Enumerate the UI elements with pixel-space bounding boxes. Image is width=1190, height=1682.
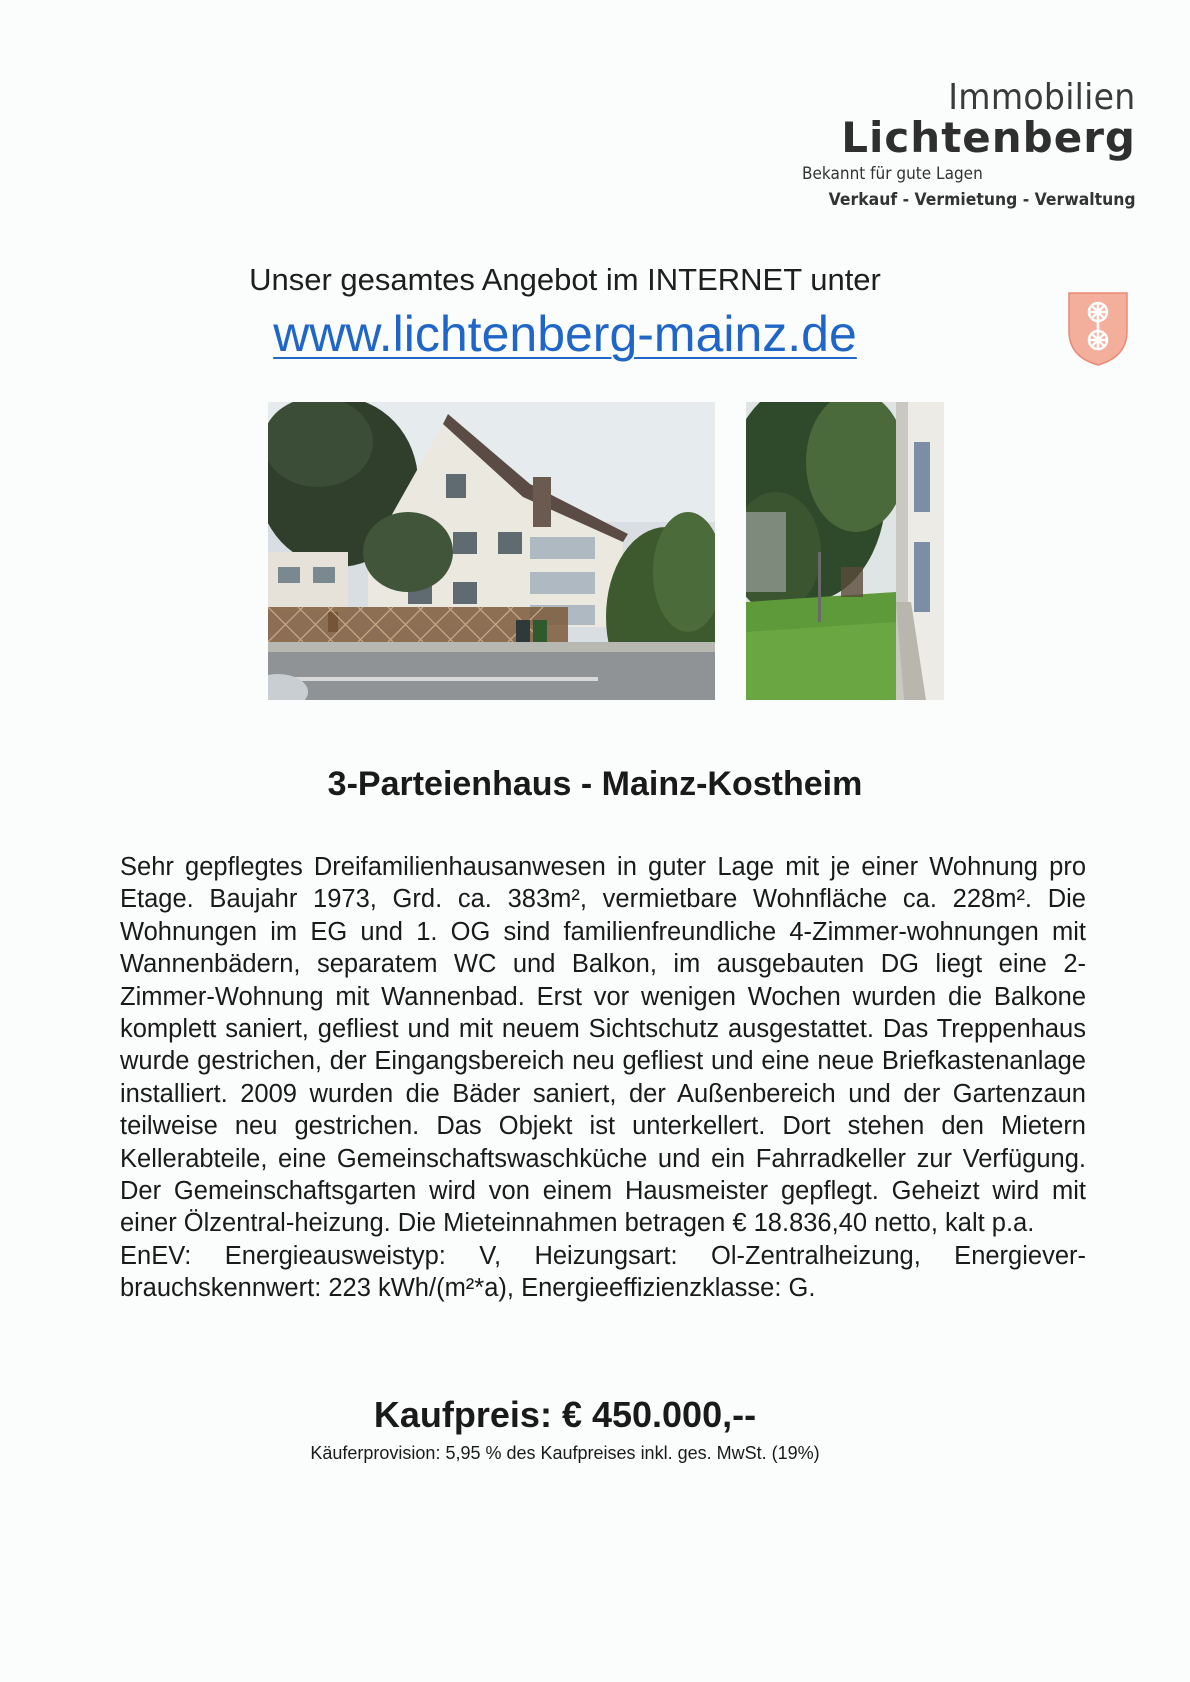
listing-title: 3-Parteienhaus - Mainz-Kostheim — [327, 765, 863, 803]
garden-photo — [746, 402, 944, 700]
energy-info: EnEV: Energieausweistyp: V, Heizungsart: Ol-Zentralheizung, Energiever-brauchskennwert: 223 kWh/(m²*a), Energieeffizienzklasse: G. — [120, 1241, 1086, 1303]
brand-top: Immobilien — [948, 77, 1136, 118]
website-link[interactable]: www.lichtenberg-mainz.de — [273, 306, 857, 362]
buyer-commission: Käuferprovision: 5,95 % des Kaufpreises inkl. ges. MwSt. (19%) — [310, 1443, 820, 1463]
description-text: Sehr gepflegtes Dreifamilienhausanwesen in guter Lage mit je einer Wohnung pro Etage. Baujahr 1973, Grd. ca. 383m², vermietbare Wohnfläche ca. 228m². Die Wohnungen im EG und 1. OG sind familienfreundliche 4-Zimmer-wohnungen mit Wannenbädern, separatem WC und Balkon, im ausgebauten DG liegt eine 2-Zimmer-Wohnung mit Wannenbad. Erst vor wenigen Wochen wurden die Balkone komplett saniert, gefliest und mit neuem Sichtschutz ausgestattet. Das Treppenhaus wurde gestrichen, der Eingangsbereich neu gefliest und eine neue Briefkastenanlage installiert. 2009 wurden die Bäder saniert, der Außenbereich und der Gartenzaun teilweise neu gestrichen. Das Objekt ist unterkellert. Dort stehen den Mietern Kellerabteile, eine Gemeinschaftswaschküche und ein Fahrradkeller zur Verfügung. Der Gemeinschaftsgarten wird von einem Hausmeister gepflegt. Geheizt wird mit einer Ölzentral-heizung. Die Mieteinnahmen betragen € 18.836,40 netto, kalt p.a. — [120, 853, 1086, 1238]
company-logo — [802, 78, 1136, 210]
mainz-wheel-coat-of-arms-icon — [1063, 287, 1133, 367]
brand-tagline: Bekannt für gute Lagen — [802, 164, 984, 184]
internet-intro: Unser gesamtes Angebot im INTERNET unter — [249, 262, 881, 297]
house-photo — [268, 402, 715, 700]
brand-services: Verkauf - Vermietung - Verwaltung — [829, 190, 1136, 210]
brand-name: Lichtenberg — [841, 113, 1136, 162]
listing-description — [120, 851, 1086, 1305]
purchase-price: Kaufpreis: € 450.000,-- — [373, 1394, 757, 1435]
